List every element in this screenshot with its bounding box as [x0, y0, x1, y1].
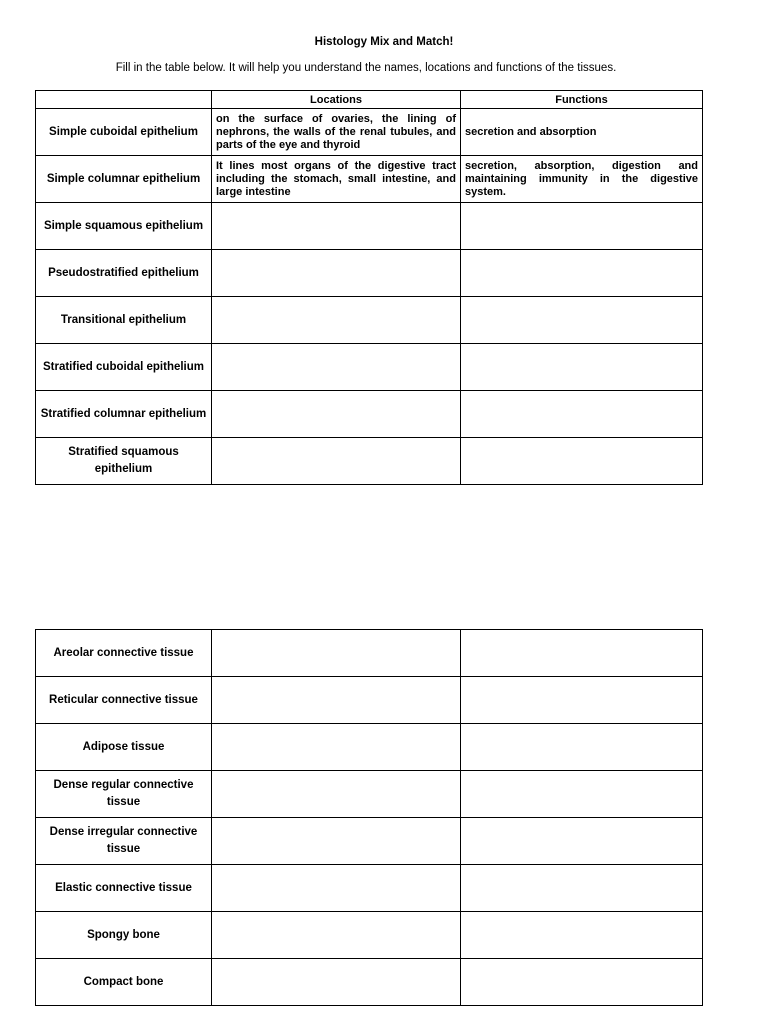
table-row [36, 109, 703, 156]
function-cell[interactable] [461, 250, 703, 297]
location-cell[interactable] [212, 297, 461, 344]
table-row [36, 344, 703, 391]
function-cell[interactable] [461, 771, 703, 818]
connective-tissue-table [35, 629, 703, 1006]
table-row [36, 818, 703, 865]
table-row [36, 677, 703, 724]
table-row [36, 724, 703, 771]
function-cell[interactable] [461, 959, 703, 1006]
page-title: Histology Mix and Match! [314, 36, 454, 48]
function-cell[interactable] [461, 344, 703, 391]
location-cell[interactable] [212, 818, 461, 865]
table-row [36, 297, 703, 344]
table-row [36, 630, 703, 677]
tissue-name: Simple cuboidal epithelium [36, 109, 212, 156]
tissue-name: Compact bone [36, 959, 212, 1006]
location-cell[interactable]: It lines most organs of the digestive tract including the stomach, small intestine, and large intestine [212, 156, 461, 203]
tissue-name: Reticular connective tissue [36, 677, 212, 724]
location-cell[interactable] [212, 391, 461, 438]
location-cell[interactable] [212, 912, 461, 959]
location-cell[interactable] [212, 677, 461, 724]
function-cell[interactable] [461, 630, 703, 677]
location-cell[interactable] [212, 203, 461, 250]
location-cell[interactable] [212, 250, 461, 297]
location-cell[interactable] [212, 724, 461, 771]
location-cell[interactable] [212, 865, 461, 912]
tissue-name: Stratified columnar epithelium [36, 391, 212, 438]
tissue-name: Adipose tissue [36, 724, 212, 771]
table-row [36, 391, 703, 438]
tissue-name: Pseudostratified epithelium [36, 250, 212, 297]
function-cell[interactable] [461, 724, 703, 771]
header-locations: Locations [212, 91, 461, 109]
location-cell[interactable] [212, 438, 461, 485]
location-cell[interactable] [212, 959, 461, 1006]
function-cell[interactable] [461, 391, 703, 438]
function-cell[interactable] [461, 297, 703, 344]
function-cell[interactable]: secretion, absorption, digestion and maintaining immunity in the digestive system. [461, 156, 703, 203]
location-cell[interactable] [212, 771, 461, 818]
tissue-name: Stratified cuboidal epithelium [36, 344, 212, 391]
table-row [36, 250, 703, 297]
function-cell[interactable] [461, 865, 703, 912]
tissue-name: Stratified squamous epithelium [36, 438, 212, 485]
header-blank-cell [36, 91, 212, 109]
function-cell[interactable]: secretion and absorption [461, 109, 703, 156]
header-functions: Functions [461, 91, 703, 109]
table-row [36, 959, 703, 1006]
tissue-name: Elastic connective tissue [36, 865, 212, 912]
table-row [36, 203, 703, 250]
tissue-name: Spongy bone [36, 912, 212, 959]
function-cell[interactable] [461, 818, 703, 865]
function-cell[interactable] [461, 438, 703, 485]
instructions-text: Fill in the table below. It will help you understand the names, locations and functions of the tissues. [115, 62, 617, 74]
tissue-name: Transitional epithelium [36, 297, 212, 344]
epithelium-table [35, 90, 703, 485]
table-row [36, 912, 703, 959]
location-cell[interactable]: on the surface of ovaries, the lining of nephrons, the walls of the renal tubules, and parts of the eye and thyroid [212, 109, 461, 156]
table-row [36, 865, 703, 912]
tissue-name: Simple squamous epithelium [36, 203, 212, 250]
table-row [36, 438, 703, 485]
table-row [36, 156, 703, 203]
function-cell[interactable] [461, 203, 703, 250]
function-cell[interactable] [461, 912, 703, 959]
tissue-name: Areolar connective tissue [36, 630, 212, 677]
location-cell[interactable] [212, 630, 461, 677]
header-row [36, 91, 703, 109]
tissue-name: Simple columnar epithelium [36, 156, 212, 203]
tissue-name: Dense regular connective tissue [36, 771, 212, 818]
function-cell[interactable] [461, 677, 703, 724]
tissue-name: Dense irregular connective tissue [36, 818, 212, 865]
location-cell[interactable] [212, 344, 461, 391]
table-row [36, 771, 703, 818]
